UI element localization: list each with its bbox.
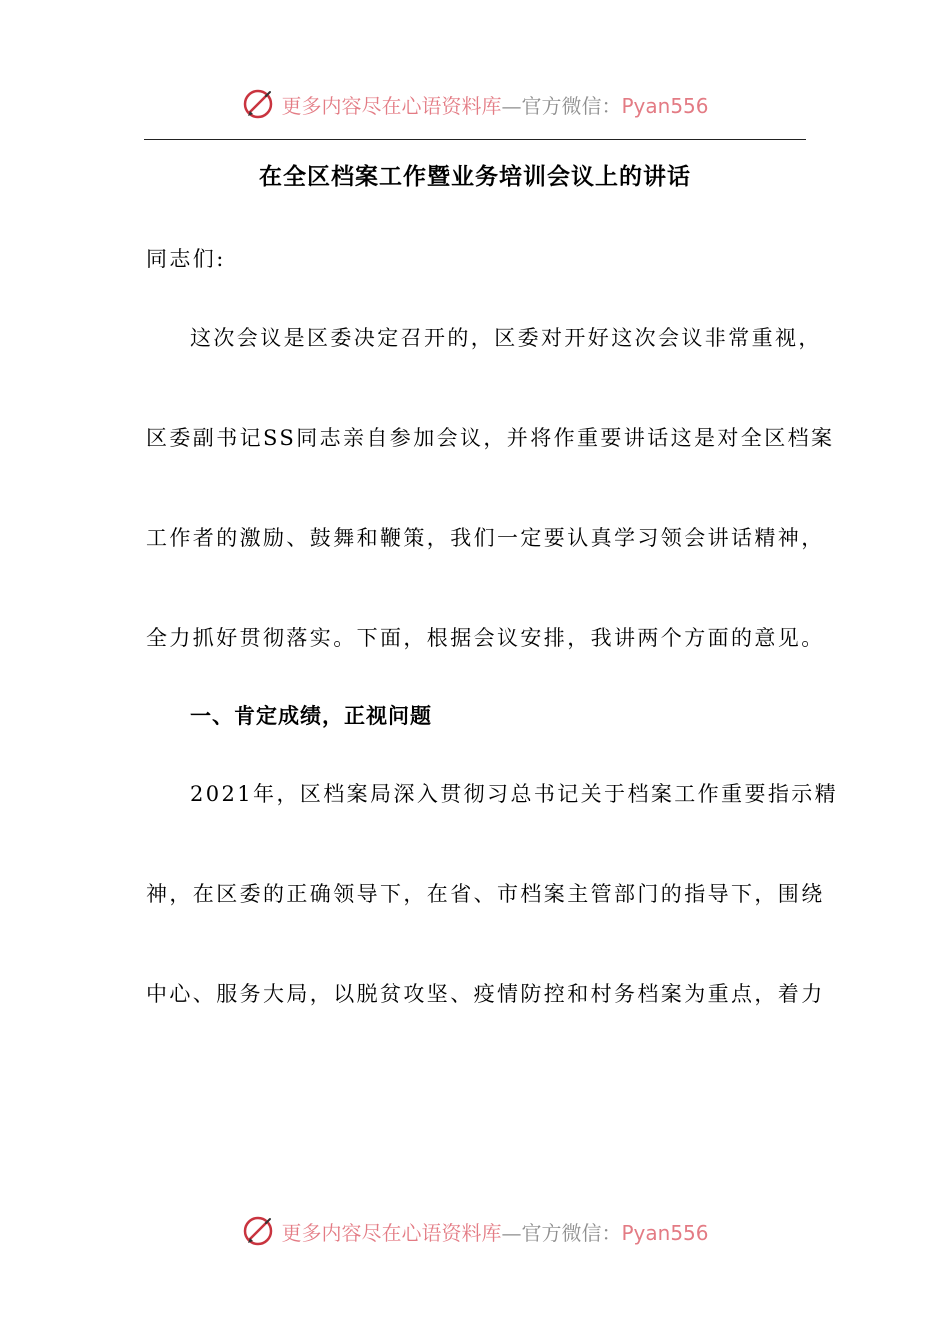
watermark-dash: — — [501, 1220, 522, 1245]
pen-circle-logo-icon — [241, 87, 275, 121]
footer-watermark-banner — [0, 1211, 950, 1251]
paragraph-line: 区委副书记SS同志亲自参加会议，并将作重要讲话这是对全区档案 — [146, 426, 835, 450]
watermark-wechat-label: 官方微信： — [521, 93, 622, 118]
watermark-dash: — — [501, 93, 522, 118]
document-title: 在全区档案工作暨业务培训会议上的讲话 — [259, 164, 691, 190]
watermark-text — [281, 90, 708, 119]
watermark-wechat-id: Pyan556 — [621, 93, 709, 118]
section-heading: 一、肯定成绩，正视问题 — [190, 704, 432, 728]
pen-circle-logo-icon — [241, 1214, 275, 1248]
paragraph-line: 神，在区委的正确领导下，在省、市档案主管部门的指导下，围绕 — [146, 882, 825, 906]
paragraph-line: 全力抓好贯彻落实。下面，根据会议安排，我讲两个方面的意见。 — [146, 626, 825, 650]
watermark-wechat-label: 官方微信： — [521, 1220, 622, 1245]
watermark-main-text: 更多内容尽在心语资料库 — [281, 93, 502, 118]
watermark-text — [281, 1217, 708, 1246]
paragraph-line: 2021年，区档案局深入贯彻习总书记关于档案工作重要指示精 — [190, 782, 839, 806]
watermark-wechat-id: Pyan556 — [621, 1220, 709, 1245]
paragraph-line: 这次会议是区委决定召开的，区委对开好这次会议非常重视， — [190, 326, 822, 350]
paragraph-line: 中心、服务大局，以脱贫攻坚、疫情防控和村务档案为重点，着力 — [146, 982, 825, 1006]
paragraph-line: 工作者的激励、鼓舞和鞭策，我们一定要认真学习领会讲话精神， — [146, 526, 825, 550]
header-watermark-banner — [0, 84, 950, 124]
watermark-main-text: 更多内容尽在心语资料库 — [281, 1220, 502, 1245]
header-divider — [144, 139, 806, 140]
salutation: 同志们: — [146, 247, 226, 271]
